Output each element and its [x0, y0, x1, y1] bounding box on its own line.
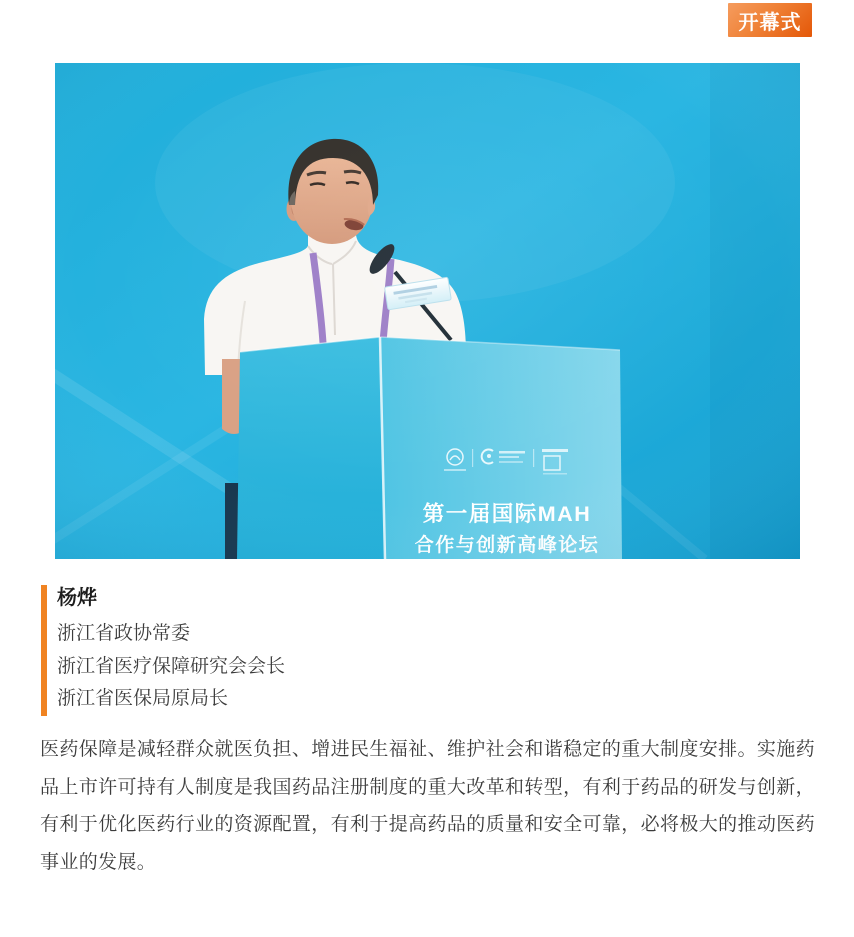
session-badge-label: 开幕式: [738, 11, 802, 34]
photo-vignette: [55, 63, 800, 559]
speaker-title: 浙江省医疗保障研究会会长: [57, 655, 286, 677]
speaker-title: 浙江省医保局原局长: [57, 688, 229, 709]
speaker-title: 浙江省政协常委: [57, 623, 191, 644]
speech-photo-scene: [55, 63, 800, 559]
speaker-info: [41, 585, 285, 716]
session-badge: [728, 3, 812, 37]
speech-photo[interactable]: [55, 63, 800, 559]
speaker-name: 杨烨: [57, 587, 97, 609]
article-paragraph: 医药保障是减轻群众就医负担、增进民生福祉、维护社会和谐稳定的重大制度安排。实施药品上市许可持有人制度是我国药品注册制度的重大改革和转型，有利于药品的研发与创新，有利于优化医药行业的资源配置，有利于提高药品的质量和安全可靠，必将极大的推动医药事业的发展。: [40, 739, 815, 873]
